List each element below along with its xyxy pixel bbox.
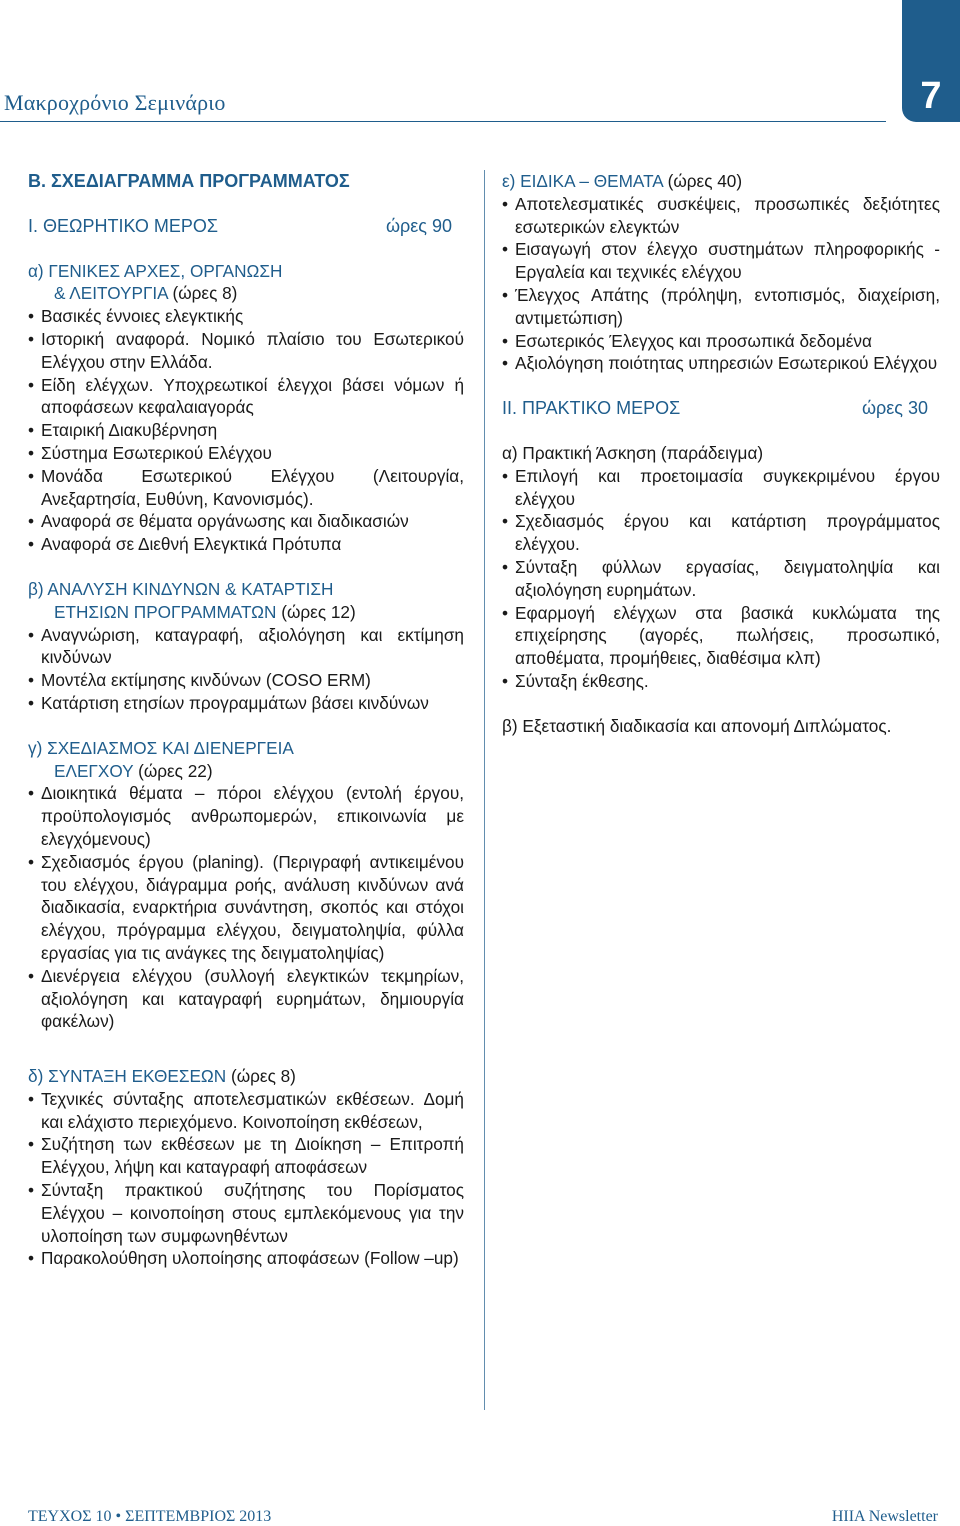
header-rule: [0, 121, 886, 122]
section-e-heading: [502, 170, 940, 193]
list-item: • Βασικές έννοιες ελεγκτικής: [28, 305, 464, 328]
list-item: • Σύστημα Εσωτερικού Ελέγχου: [28, 442, 464, 465]
section-a-title-line2: & ΛΕΙΤΟΥΡΓΙΑ: [54, 283, 168, 304]
list-item: • Σχεδιασμός έργου και κατάρτιση προγράμματος ελέγχου.: [502, 510, 940, 556]
section-d-hours: (ώρες 8): [230, 1066, 296, 1087]
list-item: • Αναγνώριση, καταγραφή, αξιολόγηση και εκτίμηση κινδύνων: [28, 624, 464, 670]
section-c-list: [28, 782, 464, 1033]
list-item: • Ιστορική αναφορά. Νομικό πλαίσιο του Εσωτερικού Ελέγχου στην Ελλάδα.: [28, 328, 464, 374]
section-b-list: [28, 624, 464, 715]
list-item: • Εταιρική Διακυβέρνηση: [28, 419, 464, 442]
section-b: [28, 578, 464, 715]
list-item: • Σύνταξη πρακτικού συζήτησης του Πορίσματος Ελέγχου – κοινοποίηση στους εμπλεκόμενους για την υλοποίηση των συμφωνηθέντων: [28, 1179, 464, 1247]
list-item: • Εφαρμογή ελέγχων στα βασικά κυκλώματα της επιχείρησης (αγορές, πωλήσεις, προσωπικό, αποθέματα, προμήθειες, διαθέσιμα κλπ): [502, 602, 940, 670]
list-item: • Συζήτηση των εκθέσεων με τη Διοίκηση – Επιτροπή Ελέγχου, λήψη και καταγραφή αποφάσεων: [28, 1133, 464, 1179]
list-item: • Αποτελεσματικές συσκέψεις, προσωπικές δεξιότητες εσωτερικών ελεγκτών: [502, 193, 940, 239]
list-item: • Επιλογή και προετοιμασία συγκεκριμένου έργου ελέγχου: [502, 465, 940, 511]
list-item: • Έλεγχος Απάτης (πρόληψη, εντοπισμός, διαχείριση, αντιμετώπιση): [502, 284, 940, 330]
section-b-title-line2: ΕΤΗΣΙΩΝ ΠΡΟΓΡΑΜΜΑΤΩΝ: [54, 601, 277, 622]
section-d-title: δ) ΣΥΝΤΑΞΗ ΕΚΘΕΣΕΩΝ: [28, 1066, 227, 1087]
list-item: • Αναφορά σε θέματα οργάνωσης και διαδικασιών: [28, 510, 464, 533]
part1-hours: ώρες 90: [385, 215, 452, 236]
program-title: Β. ΣΧΕΔΙΑΓΡΑΜΜΑ ΠΡΟΓΡΑΜΜΑΤΟΣ: [28, 171, 350, 191]
section-a-title-line1: α) ΓΕΝΙΚΕΣ ΑΡΧΕΣ, ΟΡΓΑΝΩΣΗ: [28, 260, 283, 281]
running-header-title: Μακροχρόνιο Σεμινάριο: [4, 90, 226, 115]
list-item: • Είδη ελέγχων. Υποχρεωτικοί έλεγχοι βάσει νόμων ή αποφάσεων κεφαλαιαγοράς: [28, 374, 464, 420]
part2-heading: [502, 397, 940, 420]
exam-item: β) Εξεταστική διαδικασία και απονομή Διπλώματος.: [502, 715, 892, 736]
section-c-heading: [28, 737, 464, 783]
part1-title: Ι. ΘΕΩΡΗΤΙΚΟ ΜΕΡΟΣ: [28, 215, 219, 236]
section-a-list: [28, 305, 464, 556]
section-a-heading: [28, 260, 464, 306]
list-item: • Μοντέλα εκτίμησης κινδύνων (COSO ERM): [28, 669, 464, 692]
list-item: • Μονάδα Εσωτερικού Ελέγχου (Λειτουργία, Ανεξαρτησία, Ευθύνη, Κανονισμός).: [28, 465, 464, 511]
section-b-heading: [28, 578, 464, 624]
list-item: • Αξιολόγηση ποιότητας υπηρεσιών Εσωτερικού Ελέγχου: [502, 352, 940, 375]
section-d-list: [28, 1088, 464, 1270]
column-divider: [484, 170, 485, 1410]
page-number: 7: [920, 75, 942, 117]
list-item: • Αναφορά σε Διεθνή Ελεγκτικά Πρότυπα: [28, 533, 464, 556]
left-column: [28, 170, 464, 1270]
practice-list: [502, 465, 940, 693]
section-e-list: [502, 193, 940, 375]
list-item: • Κατάρτιση ετησίων προγραμμάτων βάσει κινδύνων: [28, 692, 464, 715]
practice-title: α) Πρακτική Άσκηση (παράδειγμα): [502, 442, 764, 463]
list-item: • Εισαγωγή στον έλεγχο συστημάτων πληροφορικής - Εργαλεία και τεχνικές ελέγχου: [502, 238, 940, 284]
section-c-title-line2: ΕΛΕΓΧΟΥ: [54, 760, 134, 781]
list-item: • Τεχνικές σύνταξης αποτελεσματικών εκθέσεων. Δομή και ελάχιστο περιεχόμενο. Κοινοποίηση εκθέσεων,: [28, 1088, 464, 1134]
list-item: • Εσωτερικός Έλεγχος και προσωπικά δεδομένα: [502, 330, 940, 353]
section-a: [28, 260, 464, 556]
section-c: [28, 737, 464, 1033]
section-d: [28, 1065, 464, 1270]
section-d-heading: [28, 1065, 464, 1088]
part1-heading: [28, 215, 464, 238]
part2-hours: ώρες 30: [861, 398, 928, 419]
section-e-title: ε) ΕΙΔΙΚΑ – ΘΕΜΑΤΑ: [502, 171, 663, 191]
footer-issue: ΤΕΥΧΟΣ 10 • ΣΕΠΤΕΜΒΡΙΟΣ 2013: [28, 1508, 272, 1525]
list-item: • Σύνταξη φύλλων εργασίας, δειγματοληψία και αξιολόγηση ευρημάτων.: [502, 556, 940, 602]
practice-section: [502, 442, 940, 693]
list-item: • Διοικητικά θέματα – πόροι ελέγχου (εντολή έργου, προϋπολογισμός ανθρωπομερών, επικοινωνία με ελεγχόμενους): [28, 782, 464, 850]
section-b-title-line1: β) ΑΝΑΛΥΣΗ ΚΙΝΔΥΝΩΝ & ΚΑΤΑΡΤΙΣΗ: [28, 578, 334, 599]
section-e-hours: (ώρες 40): [667, 171, 743, 191]
section-e: [502, 170, 940, 375]
footer-newsletter: HIIA Newsletter: [831, 1508, 938, 1525]
list-item: • Σχεδιασμός έργου (planing). (Περιγραφή αντικειμένου του ελέγχου, διάγραμμα ροής, ανάλυση κινδύνων ανά διαδικασία, εναρκτήρια συνάντηση, σκοπός και στόχοι ελέγχου, πρόγραμμα ελέγχου, δειγματοληψία, φύλλα εργασίας για τις ανάγκες της δειγματοληψίας): [28, 851, 464, 965]
right-column: [502, 170, 940, 738]
section-c-hours: (ώρες 22): [138, 760, 213, 781]
list-item: • Διενέργεια ελέγχου (συλλογή ελεγκτικών τεκμηρίων, αξιολόγηση και καταγραφή ευρημάτων, δημιουργία φακέλων): [28, 965, 464, 1033]
page-number-tab: [902, 0, 960, 122]
section-c-title-line1: γ) ΣΧΕΔΙΑΣΜΟΣ ΚΑΙ ΔΙΕΝΕΡΓΕΙΑ: [28, 737, 294, 758]
list-item: • Σύνταξη έκθεσης.: [502, 670, 940, 693]
part2-title: ΙΙ. ΠΡΑΚΤΙΚΟ ΜΕΡΟΣ: [502, 398, 681, 419]
section-a-hours: (ώρες 8): [172, 283, 238, 304]
list-item: • Παρακολούθηση υλοποίησης αποφάσεων (Follow –up): [28, 1247, 464, 1270]
section-b-hours: (ώρες 12): [281, 601, 356, 622]
